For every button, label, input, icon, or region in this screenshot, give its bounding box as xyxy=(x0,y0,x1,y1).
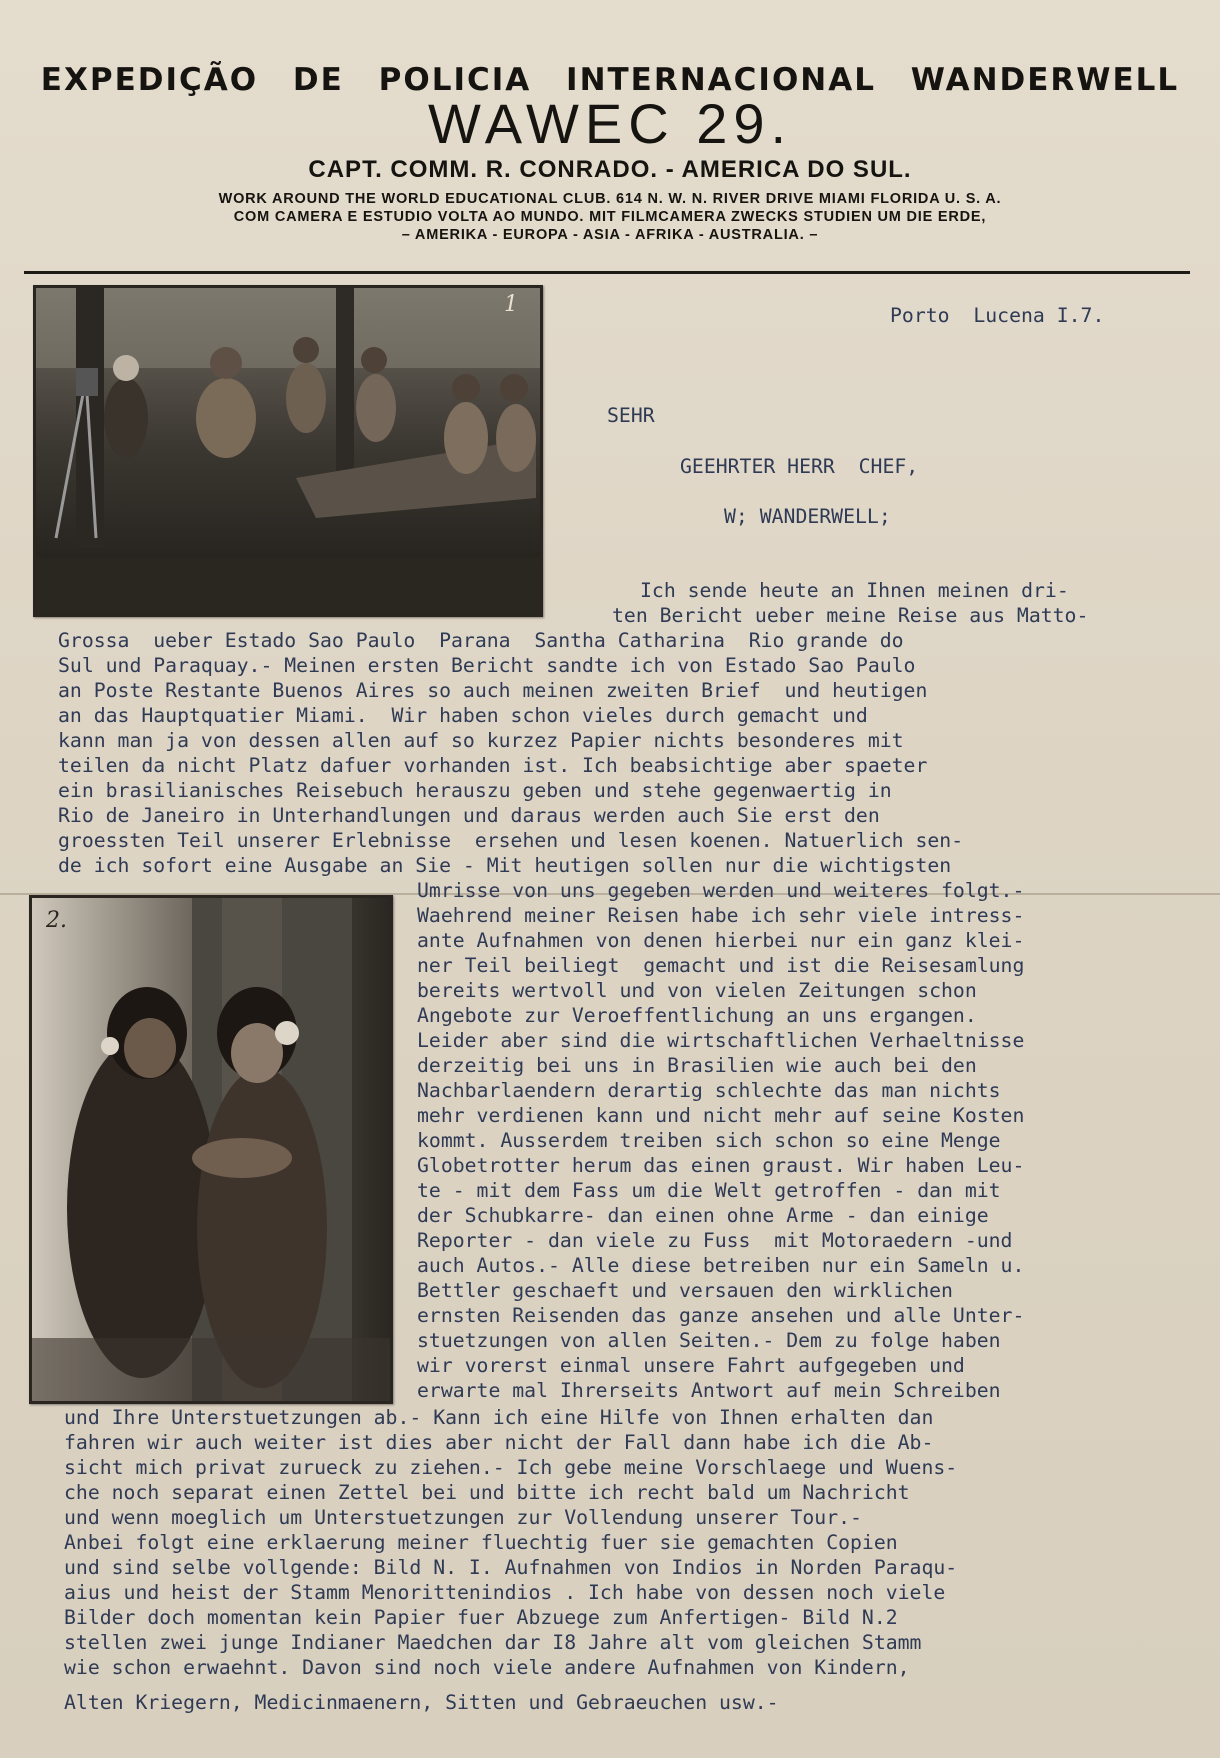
body-line: der Schubkarre- dan einen ohne Arme - dan einige xyxy=(417,1204,989,1227)
body-line: che noch separat einen Zettel bei und bitte ich recht bald um Nachricht xyxy=(64,1481,910,1504)
body-line: groessten Teil unserer Erlebnisse ersehen und lesen koenen. Natuerlich sen- xyxy=(58,829,964,852)
body-line: stellen zwei junge Indianer Maedchen dar I8 Jahre alt vom gleichen Stamm xyxy=(64,1631,922,1654)
letterhead-expedition-title: EXPEDIÇÃO DE POLICIA INTERNACIONAL WANDERWELL xyxy=(40,62,1180,98)
body-line: de ich sofort eine Ausgabe an Sie - Mit heutigen sollen nur die wichtigsten xyxy=(58,854,952,877)
letterhead-captain-line: CAPT. COMM. R. CONRADO. - AMERICA DO SUL. xyxy=(308,156,912,183)
body-line: und Ihre Unterstuetzungen ab.- Kann ich eine Hilfe von Ihnen erhalten dan xyxy=(64,1406,934,1429)
body-line: stuetzungen von allen Seiten.- Dem zu folge haben xyxy=(417,1329,1001,1352)
body-line: te - mit dem Fass um die Welt getroffen - dan mit xyxy=(417,1179,1001,1202)
body-line: aius und heist der Stamm Menorittenindios . Ich habe von dessen noch viele xyxy=(64,1581,946,1604)
body-line: Bilder doch momentan kein Papier fuer Abzuege zum Anfertigen- Bild N.2 xyxy=(64,1606,898,1629)
body-line: Bettler geschaeft und versauen den wirklichen xyxy=(417,1279,953,1302)
body-line: Angebote zur Veroeffentlichung an uns ergangen. xyxy=(417,1004,977,1027)
body-line: ner Teil beiliegt gemacht und ist die Reisesamlung xyxy=(417,954,1025,977)
body-line: ten Bericht ueber meine Reise aus Matto- xyxy=(612,604,1089,627)
body-line: kommt. Ausserdem treiben sich schon so eine Menge xyxy=(417,1129,1001,1152)
body-line: wie schon erwaehnt. Davon sind noch viele andere Aufnahmen von Kindern, xyxy=(64,1656,910,1679)
body-line: Ich sende heute an Ihnen meinen dri- xyxy=(640,579,1069,602)
body-line: an Poste Restante Buenos Aires so auch meinen zweiten Brief und heutigen xyxy=(58,679,928,702)
body-line: mehr verdienen kann und nicht mehr auf seine Kosten xyxy=(417,1104,1025,1127)
body-line: Sul und Paraquay.- Meinen ersten Bericht sandte ich von Estado Sao Paulo xyxy=(58,654,916,677)
letterhead-divider xyxy=(24,271,1190,274)
letterhead-camera-line: COM CAMERA E ESTUDIO VOLTA AO MUNDO. MIT FILMCAMERA ZWECKS STUDIEN UM DIE ERDE, xyxy=(233,209,987,225)
body-line: erwarte mal Ihrerseits Antwort auf mein Schreiben xyxy=(417,1379,1001,1402)
letterhead-continents: – AMERIKA - EUROPA - ASIA - AFRIKA - AUSTRALIA. – xyxy=(401,227,819,243)
body-line: Anbei folgt eine erklaerung meiner fluechtig fuer sie gemachten Copien xyxy=(64,1531,898,1554)
body-line: sicht mich privat zurueck zu ziehen.- Ich gebe meine Vorschlaege und Wuens- xyxy=(64,1456,958,1479)
salutation-geehrter: GEEHRTER HERR CHEF, xyxy=(680,455,919,478)
place-date: Porto Lucena I.7. xyxy=(890,304,1105,327)
body-line: derzeitig bei uns in Brasilien wie auch bei den xyxy=(417,1054,977,1077)
body-line: und wenn moeglich um Unterstuetzungen zur Vollendung unserer Tour.- xyxy=(64,1506,862,1529)
photo-two-girls-image xyxy=(32,898,390,1401)
salutation-addressee: W; WANDERWELL; xyxy=(724,505,891,528)
body-line: auch Autos.- Alle diese betreiben nur ein Sameln u. xyxy=(417,1254,1025,1277)
photo-1-number: 1 xyxy=(504,292,518,317)
salutation-sehr: SEHR xyxy=(607,404,655,427)
body-line: Grossa ueber Estado Sao Paulo Parana Santha Catharina Rio grande do xyxy=(58,629,904,652)
body-line: teilen da nicht Platz dafuer vorhanden ist. Ich beabsichtige aber spaeter xyxy=(58,754,928,777)
body-line: ernsten Reisenden das ganze ansehen und alle Unter- xyxy=(417,1304,1025,1327)
photo-indios-group-image xyxy=(36,288,540,614)
photo-2-number: 2. xyxy=(46,908,67,933)
photo-indios-group xyxy=(33,285,543,617)
body-line: Globetrotter herum das einen graust. Wir haben Leu- xyxy=(417,1154,1025,1177)
body-line: Reporter - dan viele zu Fuss mit Motoraedern -und xyxy=(417,1229,1013,1252)
body-line: Waehrend meiner Reisen habe ich sehr viele intress- xyxy=(417,904,1025,927)
body-line: Nachbarlaendern derartig schlechte das man nichts xyxy=(417,1079,1001,1102)
body-line: bereits wertvoll und von vielen Zeitungen schon xyxy=(417,979,977,1002)
body-line: kann man ja von dessen allen auf so kurzez Papier nichts besonderes mit xyxy=(58,729,904,752)
body-line: Umrisse von uns gegeben werden und weiteres folgt.- xyxy=(417,879,1025,902)
body-line: wir vorerst einmal unsere Fahrt aufgegeben und xyxy=(417,1354,965,1377)
body-line: fahren wir auch weiter ist dies aber nicht der Fall dann habe ich die Ab- xyxy=(64,1431,934,1454)
body-line: ante Aufnahmen von denen hierbei nur ein ganz klei- xyxy=(417,929,1025,952)
body-line: an das Hauptquatier Miami. Wir haben schon vieles durch gemacht und xyxy=(58,704,868,727)
letterhead xyxy=(0,62,1220,244)
letterhead-club-address: WORK AROUND THE WORLD EDUCATIONAL CLUB. 614 N. W. N. RIVER DRIVE MIAMI FLORIDA U. S. A. xyxy=(218,191,1002,207)
body-line: ein brasilianisches Reisebuch herauszu geben und stehe gegenwaertig in xyxy=(58,779,892,802)
body-line: Rio de Janeiro in Unterhandlungen und daraus werden auch Sie erst den xyxy=(58,804,880,827)
body-line: und sind selbe vollgende: Bild N. I. Aufnahmen von Indios in Norden Paraqu- xyxy=(64,1556,958,1579)
photo-two-girls xyxy=(29,895,393,1404)
body-line: Alten Kriegern, Medicinmaenern, Sitten und Gebraeuchen usw.- xyxy=(64,1691,779,1714)
body-line: Leider aber sind die wirtschaftlichen Verhaeltnisse xyxy=(417,1029,1025,1052)
letterhead-wawec-title: WAWEC 29. xyxy=(427,92,793,155)
